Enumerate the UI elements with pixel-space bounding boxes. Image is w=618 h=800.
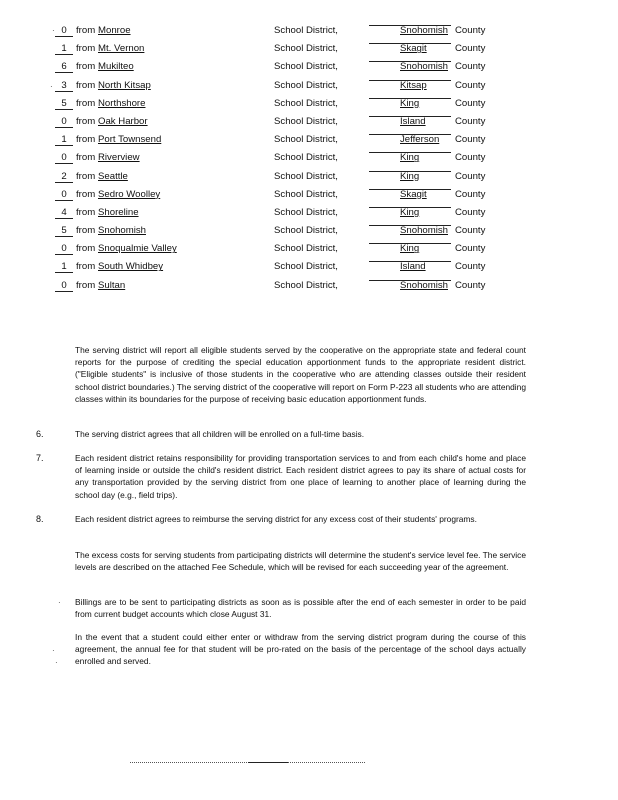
student-count: 2	[55, 171, 73, 183]
school-district-label: School District,	[274, 97, 338, 109]
student-count: 1	[55, 261, 73, 273]
county-name: Island	[400, 115, 426, 127]
county-name: King	[400, 170, 420, 182]
school-district-label: School District,	[274, 279, 338, 291]
district-row	[0, 149, 618, 167]
county-name: Kitsap	[400, 79, 427, 91]
school-district-label: School District,	[274, 79, 338, 91]
student-count: 0	[55, 189, 73, 201]
service-level-paragraph: The excess costs for serving students from participating districts will determine the student's service level fee. The service levels are described on the attached Fee Schedule, which will be revised for each succeeding year of the agreement.	[75, 550, 526, 573]
school-district-label: School District,	[274, 225, 338, 237]
county-label: County	[455, 152, 486, 164]
county-label: County	[455, 61, 486, 73]
district-name: Snoqualmie Valley	[98, 243, 177, 255]
paragraph-7: Each resident district retains responsibility for providing transportation services to and from each child's home and place of learning inside or outside the child's resident district. Each resident district agrees to pay its share of actual costs for any transportation provided by the serving district from one place of learning to another place of learning during the school day (e.g., field trips).	[75, 453, 526, 500]
item-number-6: 6.	[36, 429, 44, 439]
county-label: County	[455, 97, 486, 109]
county-name: Snohomish	[400, 279, 448, 291]
student-count: 5	[55, 225, 73, 237]
district-row	[0, 131, 618, 149]
district-row	[0, 22, 618, 40]
district-name: Northshore	[98, 97, 146, 109]
district-row	[0, 58, 618, 76]
county-name: Snohomish	[400, 25, 448, 36]
school-district-label: School District,	[274, 261, 338, 273]
item-number-7: 7.	[36, 453, 44, 463]
student-count: 1	[55, 43, 73, 55]
paragraph-8: Each resident district agrees to reimburse the serving district for any excess cost of their students' programs.	[75, 514, 477, 524]
school-district-label: School District,	[274, 115, 338, 127]
scan-mark: ·	[58, 598, 61, 607]
from-label: from	[76, 25, 96, 36]
county-name: Snohomish	[400, 61, 448, 73]
school-district-label: School District,	[274, 25, 338, 36]
scan-mark: ·	[55, 658, 58, 667]
school-district-label: School District,	[274, 61, 338, 73]
from-label: from	[76, 134, 96, 146]
student-count: 0	[55, 243, 73, 255]
county-label: County	[455, 261, 486, 273]
billing-paragraph: Billings are to be sent to participating districts as soon as is possible after the end of each semester in order to be paid from current budget accounts which close August 31.	[75, 597, 526, 620]
scan-mark: ·	[52, 26, 55, 35]
district-row	[0, 77, 618, 95]
district-name: Oak Harbor	[98, 115, 148, 127]
county-name: Jefferson	[400, 134, 440, 146]
from-label: from	[76, 115, 96, 127]
district-row	[0, 186, 618, 204]
district-name: Mukilteo	[98, 61, 134, 73]
district-list	[0, 22, 618, 295]
school-district-label: School District,	[274, 43, 338, 55]
student-count: 0	[55, 25, 73, 37]
district-name: Monroe	[98, 25, 131, 36]
district-name: Snohomish	[98, 225, 146, 237]
county-label: County	[455, 170, 486, 182]
county-name: Island	[400, 261, 426, 273]
district-row	[0, 113, 618, 131]
from-label: from	[76, 79, 96, 91]
school-district-label: School District,	[274, 188, 338, 200]
district-name: Sedro Woolley	[98, 188, 161, 200]
school-district-label: School District,	[274, 170, 338, 182]
scan-mark: ·	[52, 646, 55, 655]
from-label: from	[76, 206, 96, 218]
county-label: County	[455, 188, 486, 200]
district-row	[0, 168, 618, 186]
scan-mark: ·	[50, 82, 53, 91]
student-count: 3	[55, 80, 73, 92]
from-label: from	[76, 43, 96, 55]
school-district-label: School District,	[274, 152, 338, 164]
county-label: County	[455, 279, 486, 291]
district-name: South Whidbey	[98, 261, 164, 273]
district-row	[0, 95, 618, 113]
from-label: from	[76, 61, 96, 73]
county-label: County	[455, 225, 486, 237]
county-name: King	[400, 97, 420, 109]
district-name: Sultan	[98, 279, 126, 291]
footer-rule-solid	[248, 762, 288, 763]
district-name: Mt. Vernon	[98, 43, 145, 55]
from-label: from	[76, 97, 96, 109]
district-row	[0, 222, 618, 240]
county-label: County	[455, 25, 486, 36]
district-row	[0, 204, 618, 222]
district-name: Shoreline	[98, 206, 139, 218]
student-count: 0	[55, 152, 73, 164]
student-count: 5	[55, 98, 73, 110]
student-count: 0	[55, 116, 73, 128]
district-name: Riverview	[98, 152, 140, 164]
school-district-label: School District,	[274, 243, 338, 255]
county-label: County	[455, 79, 486, 91]
from-label: from	[76, 279, 96, 291]
from-label: from	[76, 261, 96, 273]
student-count: 4	[55, 207, 73, 219]
from-label: from	[76, 188, 96, 200]
county-name: Skagit	[400, 43, 427, 55]
reporting-paragraph: The serving district will report all eligible students served by the cooperative on the appropriate state and federal count reports for the purpose of crediting the special education apportionment funds to the appropriate resident district. ("Eligible students" is inclusive of those students in the cooperative who are attending classes outside their resident school district boundaries.) The serving district of the cooperative will report on Form P-223 all students who are attending classes within its boundaries for the purpose of receiving basic education apportionment funds.	[75, 345, 526, 404]
district-row	[0, 258, 618, 276]
district-row	[0, 240, 618, 258]
county-label: County	[455, 43, 486, 55]
student-count: 6	[55, 61, 73, 73]
student-count: 1	[55, 134, 73, 146]
district-name: Port Townsend	[98, 134, 162, 146]
district-row	[0, 40, 618, 58]
county-name: King	[400, 243, 420, 255]
student-count: 0	[55, 280, 73, 292]
county-name: King	[400, 152, 420, 164]
county-label: County	[455, 243, 486, 255]
county-name: King	[400, 206, 420, 218]
from-label: from	[76, 225, 96, 237]
district-name: Seattle	[98, 170, 128, 182]
county-name: Skagit	[400, 188, 427, 200]
district-name: North Kitsap	[98, 79, 151, 91]
district-row	[0, 277, 618, 295]
from-label: from	[76, 243, 96, 255]
from-label: from	[76, 152, 96, 164]
county-label: County	[455, 115, 486, 127]
paragraph-6: The serving district agrees that all children will be enrolled on a full-time basis.	[75, 429, 365, 439]
school-district-label: School District,	[274, 206, 338, 218]
county-name: Snohomish	[400, 225, 448, 237]
proration-paragraph: In the event that a student could either enter or withdraw from the serving district program during the course of this agreement, the annual fee for that student will be pro-rated on the basis of the percentage of the school days actually enrolled and served.	[75, 632, 526, 667]
from-label: from	[76, 170, 96, 182]
county-label: County	[455, 134, 486, 146]
county-label: County	[455, 206, 486, 218]
item-number-8: 8.	[36, 514, 44, 524]
school-district-label: School District,	[274, 134, 338, 146]
